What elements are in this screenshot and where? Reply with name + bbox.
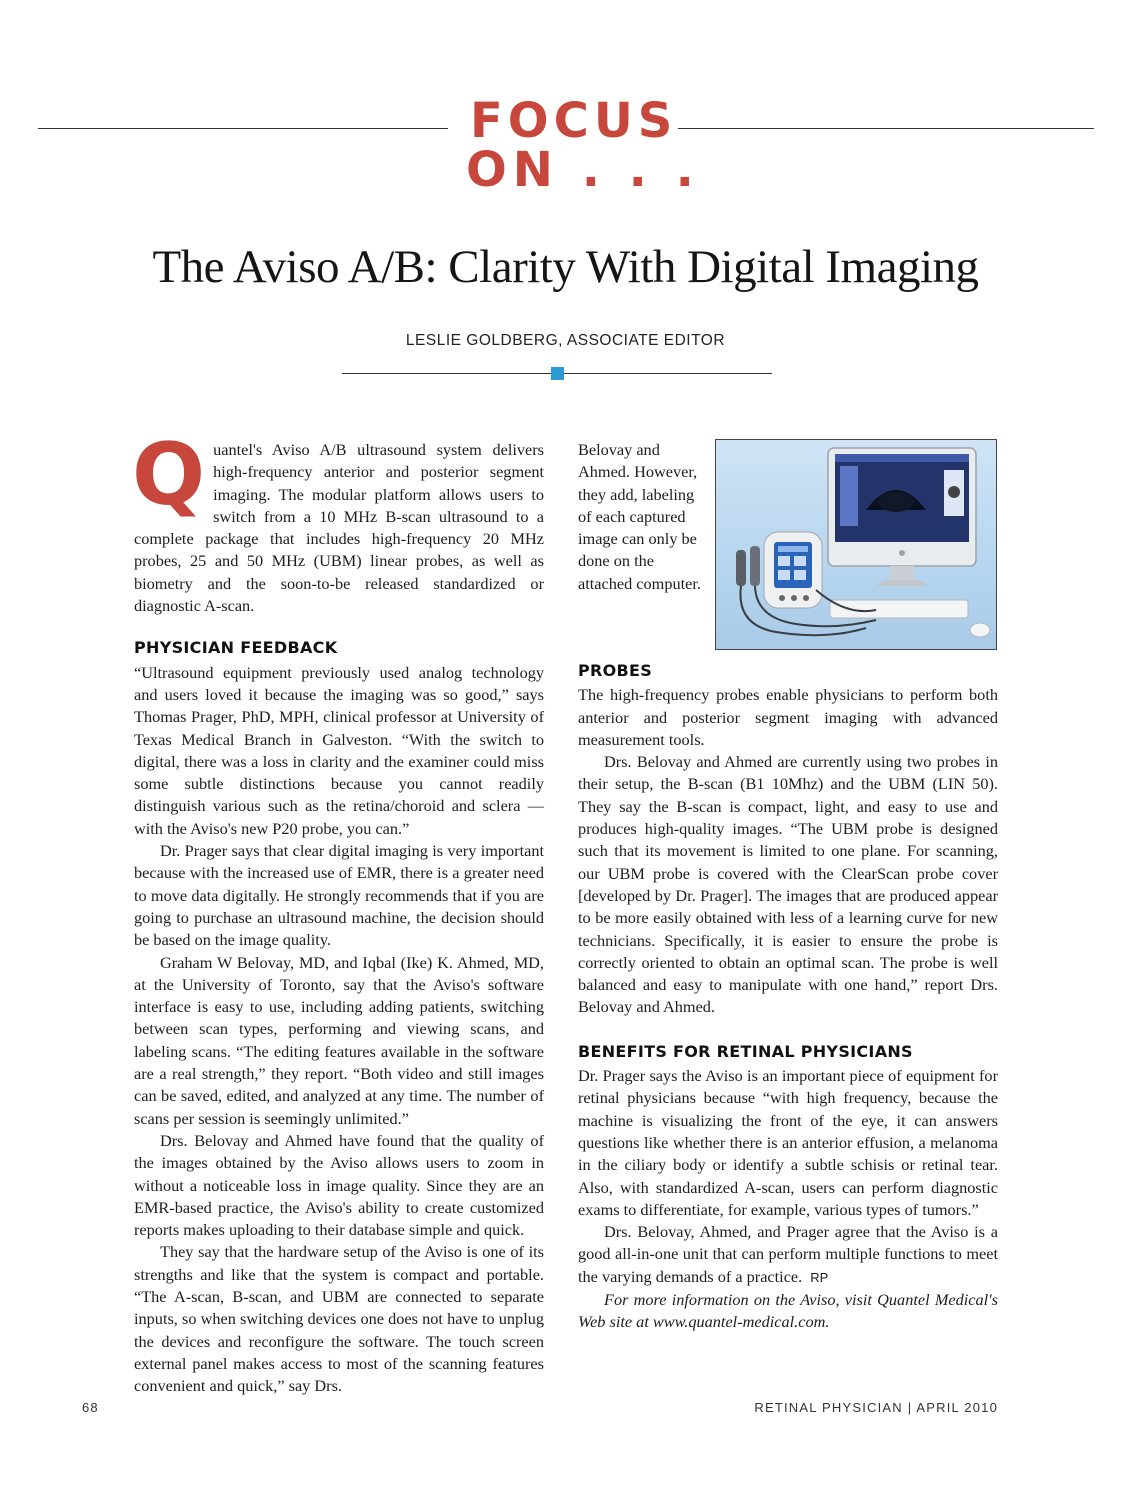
info-note: For more information on the Aviso, visit Quantel Medical's Web site at www.quantel-medical.com. (578, 1290, 998, 1332)
header-rule-left (38, 128, 448, 129)
heading-probes: PROBES (578, 661, 653, 680)
heading-physician-feedback: PHYSICIAN FEEDBACK (134, 638, 338, 658)
running-footer: RETINAL PHYSICIAN | APRIL 2010 (754, 1400, 998, 1415)
byline-square-marker (551, 367, 564, 380)
paragraph: They say that the hardware setup of the Aviso is one of its strengths and like that the system is compact and portable. “The A-scan, B-scan, and UBM are connected to separate inputs, so when switching devices one does not have to unplug the devices and reconfigure the software. The touch screen external panel makes access to most of the scanning features convenient and quick,” say Drs. (134, 1242, 544, 1396)
on-word: ON . . . (466, 142, 700, 198)
intro-paragraph (132, 425, 544, 617)
paragraph: “Ultrasound equipment previously used analog technology and users loved it because the imaging was so good,” says Thomas Prager, PhD, MPH, clinical professor at University of Texas Medical Branch in Galveston. “With the switch to digital, there was a loss in clarity and the examiner could miss some subtle distinctions because you cannot readily distinguish various such as the retina/choroid and sclera — with the Aviso's new P20 probe, you can.” (134, 662, 544, 838)
paragraph: Drs. Belovay and Ahmed have found that the quality of the images obtained by the Aviso allows users to zoom in without a noticeable loss in image quality. Since they are an EMR-based practice, the Aviso's ability to create customized reports makes uploading to their database simple and quick. (134, 1130, 544, 1240)
paragraph (578, 1221, 998, 1289)
byline: LESLIE GOLDBERG, ASSOCIATE EDITOR (405, 332, 726, 349)
narrow-column (578, 439, 704, 595)
paragraph: Dr. Prager says that clear digital imaging is very important because with the increased use of EMR, there is a greater need to move data digitally. He strongly recommends that if you are going to purchase an ultrasound machine, the decision should be based on the image quality. (134, 841, 544, 950)
page-number: 68 (82, 1400, 99, 1415)
aviso-system-illustration (716, 440, 996, 649)
intro-text: uantel's Aviso A/B ultrasound system delivers high-frequency anterior and posterior segment imaging. The modular platform allows users to switch from a 10 MHz B-scan ultrasound to a complete package that includes high-frequency 20 MHz probes, 25 and 50 MHz (UBM) linear probes, as well as biometry and the soon-to-be released standardized or diagnostic A-scan. (134, 440, 544, 616)
closing-text: Drs. Belovay, Ahmed, and Prager agree that the Aviso is a good all-in-one unit that can perform multiple functions to meet the varying demands of a practice. (578, 1222, 998, 1286)
article-title: The Aviso A/B: Clarity With Digital Imaging (152, 241, 979, 293)
right-column (578, 660, 998, 1334)
header-rule-right (678, 128, 1094, 129)
end-mark: RP (810, 1269, 829, 1285)
paragraph: Dr. Prager says the Aviso is an important piece of equipment for retinal physicians because “with high frequency, because the machine is visualizing the front of the eye, it can answers questions like whether there is an anterior effusion, a melanoma in the ciliary body or identify a subtle schisis or retinal tear. Also, with standardized A-scan, users can perform diagnostic exams to differentiate, for example, various types of tumors.” (578, 1066, 998, 1219)
product-photo (715, 439, 997, 650)
paragraph: The high-frequency probes enable physicians to perform both anterior and posterior segment imaging with advanced measurement tools. (578, 685, 998, 749)
paragraph-continued: Belovay and Ahmed. However, they add, labeling of each captured image can only be done on the attached computer. (578, 440, 701, 593)
paragraph: Graham W Belovay, MD, and Iqbal (Ike) K. Ahmed, MD, at the University of Toronto, say that the Aviso's software interface is easy to use, including adding patients, switching between scan types, performing and viewing scans, and labeling scans. “The editing features available in the software are a real strength,” they report. “Both video and still images can be saved, edited, and analyzed at any time. The number of scans per session is seemingly unlimited.” (134, 952, 544, 1128)
drop-cap: Q (132, 425, 206, 525)
left-column (132, 425, 544, 1397)
heading-benefits: BENEFITS FOR RETINAL PHYSICIANS (578, 1041, 913, 1061)
focus-word: FOCUS (470, 93, 678, 149)
paragraph: Drs. Belovay and Ahmed are currently using two probes in their setup, the B-scan (B1 10Mhz) and the UBM (LIN 50). They say the B-scan is compact, light, and easy to use and produces high-quality images. “The UBM probe is designed such that its movement is limited to one plane. For scanning, our UBM probe is covered with the ClearScan probe cover [developed by Dr. Prager]. The images that are produced appear to be more easily obtained with less of a learning curve for new technicians. Specifically, it is easier to ensure the probe is correctly oriented to obtain an optimal scan. The probe is well balanced and easy to manipulate with one hand,” report Drs. Belovay and Ahmed. (578, 752, 998, 1017)
